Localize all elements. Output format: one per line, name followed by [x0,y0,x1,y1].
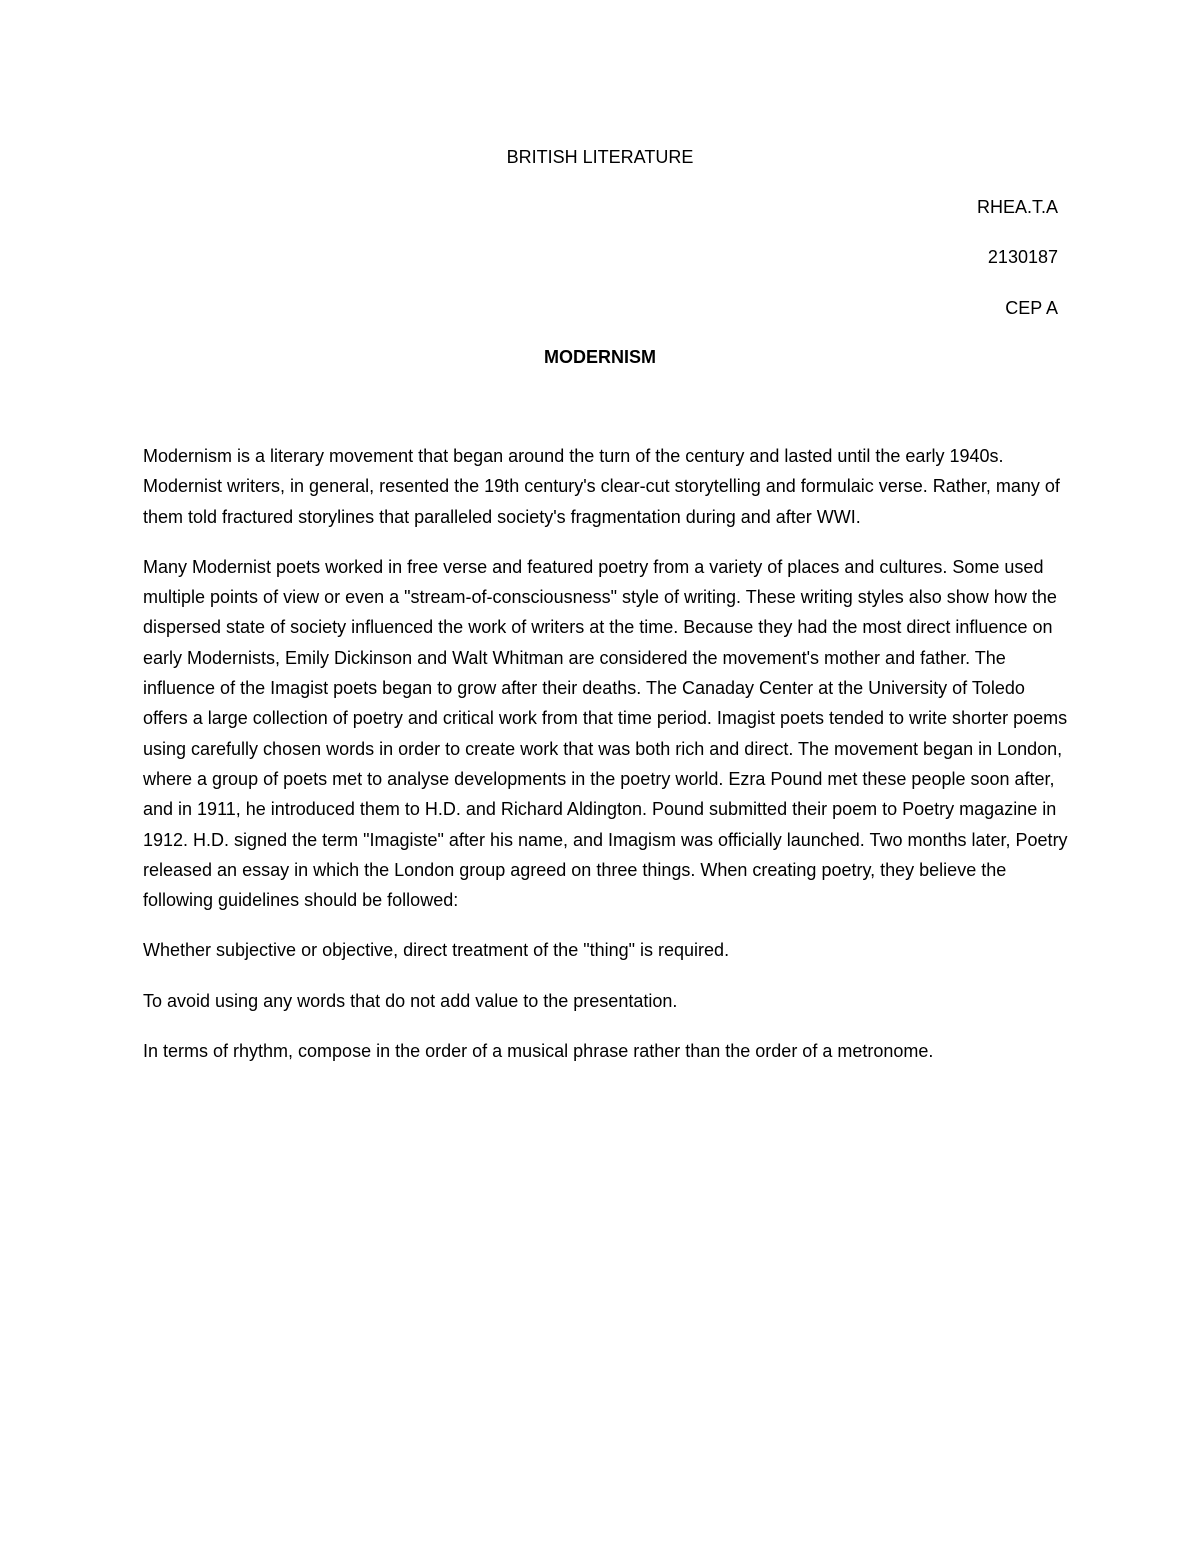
student-id: 2130187 [987,247,1058,267]
guideline-3: In terms of rhythm, compose in the order of a musical phrase rather than the order of a metronome. [143,1041,934,1062]
class-section: CEP A [1005,298,1058,318]
student-name: RHEA.T.A [976,197,1058,217]
document-body [143,441,1068,1086]
document-heading: MODERNISM [544,347,656,367]
guideline-2: To avoid using any words that do not add value to the presentation. [143,990,678,1011]
guideline-1: Whether subjective or objective, direct treatment of the "thing" is required. [143,940,730,961]
paragraph-imagism: Many Modernist poets worked in free verse and featured poetry from a variety of places and cultures. Some used multiple points of view or even a "stream-of-consciousness" style of writing. These writing styles also show how the dispersed state of society influenced the work of writers at the time. Because they had the most direct influence on early Modernists, Emily Dickinson and Walt Whitman are considered the movement's mother and father. The influence of the Imagist poets began to grow after their deaths. The Canaday Center at the University of Toledo offers a large collection of poetry and critical work from that time period. Imagist poets tended to write shorter poems using carefully chosen words in order to create work that was both rich and direct. The movement began in London, where a group of poets met to analyse developments in the poetry world. Ezra Pound met these people soon after, and in 1911, he introduced them to H.D. and Richard Aldington. Pound submitted their poem to Poetry magazine in 1912. H.D. signed the term "Imagiste" after his name, and Imagism was officially launched. Two months later, Poetry released an essay in which the London group agreed on three things. When creating poetry, they believe the following guidelines should be followed: [143,556,1068,911]
course-title: BRITISH LITERATURE [506,147,694,167]
paragraph-intro: Modernism is a literary movement that began around the turn of the century and lasted until the early 1940s. Modernist writers, in general, resented the 19th century's clear-cut storytelling and formulaic verse. Rather, many of them told fractured storylines that paralleled society's fragmentation during and after WWI. [143,446,1060,527]
